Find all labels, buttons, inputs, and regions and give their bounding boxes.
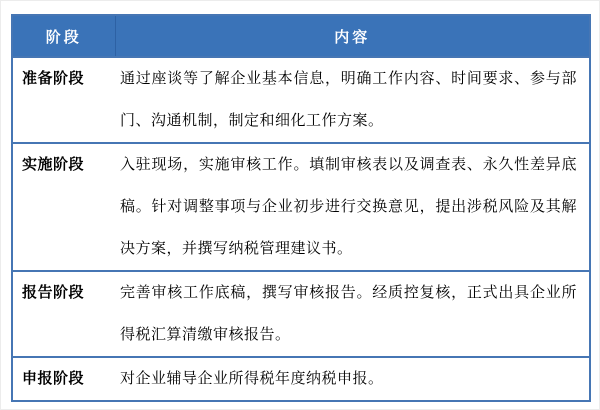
table-row (12, 143, 590, 271)
content-cell: 对企业辅导企业所得税年度纳税申报。 (115, 357, 590, 401)
process-stages-table (11, 14, 591, 402)
table-header (12, 15, 590, 57)
stage-cell: 实施阶段 (12, 143, 115, 271)
stage-cell: 准备阶段 (12, 57, 115, 143)
content-cell: 入驻现场，实施审核工作。填制审核表以及调查表、永久性差异底稿。针对调整事项与企业初步进行交换意见，提出涉税风险及其解决方案，并撰写纳税管理建议书。 (115, 143, 590, 271)
table-row (12, 57, 590, 143)
table-row (12, 271, 590, 357)
table-row (12, 357, 590, 401)
content-cell: 通过座谈等了解企业基本信息，明确工作内容、时间要求、参与部门、沟通机制，制定和细化工作方案。 (115, 57, 590, 143)
stage-cell: 报告阶段 (12, 271, 115, 357)
header-row (12, 15, 590, 57)
stage-cell: 申报阶段 (12, 357, 115, 401)
content-cell: 完善审核工作底稿，撰写审核报告。经质控复核，正式出具企业所得税汇算清缴审核报告。 (115, 271, 590, 357)
header-cell-stage: 阶段 (12, 15, 115, 57)
header-cell-content: 内容 (115, 15, 590, 57)
table-body (12, 57, 590, 401)
